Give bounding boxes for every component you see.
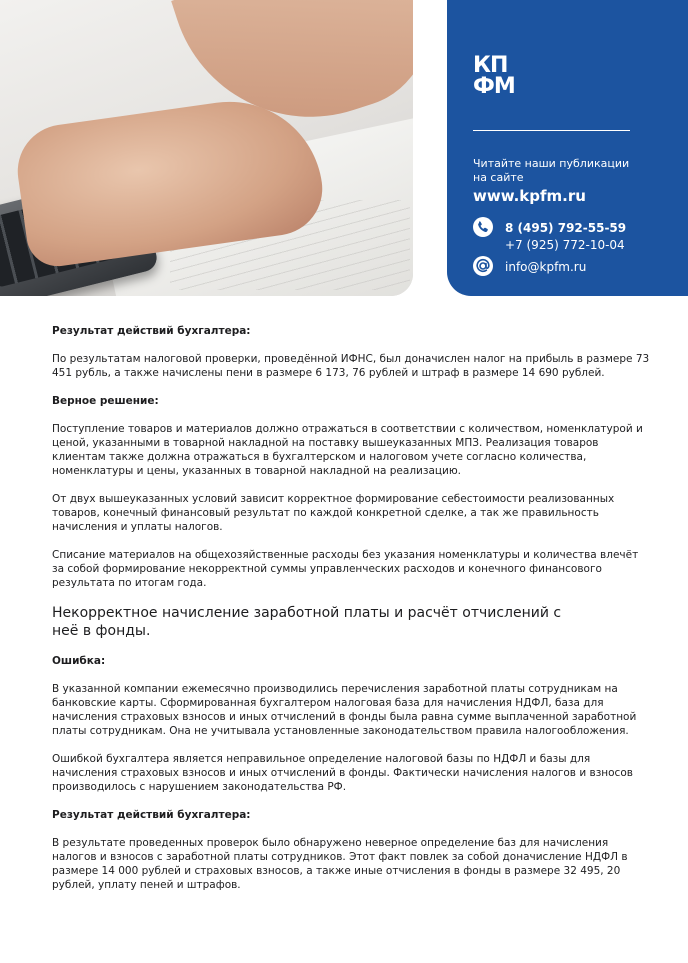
logo-line-1: КП <box>473 53 508 78</box>
article-body <box>52 324 652 906</box>
panel-divider <box>473 130 630 131</box>
phone-secondary[interactable]: +7 (925) 772-10-04 <box>505 238 625 252</box>
solution-paragraph-2: От двух вышеуказанных условий зависит корректное формирование себестоимости реализованных товаров, конечный финансовый результат по каждой конкретной сделке, а так же правильность начисления и уплаты налогов. <box>52 493 615 533</box>
kpfm-logo <box>473 55 515 97</box>
result-paragraph: По результатам налоговой проверки, проведённой ИФНС, был доначислен налог на прибыль в размере 73 451 рубль, а также начислены пени в размере 6 173, 76 рублей и штраф в размере 14 690 рублей. <box>52 353 650 379</box>
logo-line-2: ФМ <box>473 74 515 99</box>
correct-solution-heading: Верное решение: <box>52 395 159 407</box>
result-heading-2: Результат действий бухгалтера: <box>52 809 251 821</box>
error-paragraph-2: Ошибкой бухгалтера является неправильное определение налоговой базы по НДФЛ и базы для начисления страховых взносов и иных отчислений в фонды. Фактически начисления налогов и взносов производилось с нарушением законодательства РФ. <box>52 753 633 793</box>
error-paragraph-1: В указанной компании ежемесячно производились перечисления заработной платы сотрудникам на банковские карты. Сформированная бухгалтером налоговая база для начисления НДФЛ, база для начисления страховых взносов и иных отчислений в фонды была равна сумме выплаченной заработной платы сотрудникам. Она не учитывала установленные законодательством правила налогообложения. <box>52 683 637 737</box>
section-title: Некорректное начисление заработной платы и расчёт отчислений с неё в фонды. <box>52 605 562 639</box>
phone-icon <box>473 217 493 237</box>
phone-primary[interactable]: 8 (495) 792-55-59 <box>505 221 627 235</box>
solution-paragraph-3: Списание материалов на общехозяйственные расходы без указания номенклатуры и количества влечёт за собой формирование некорректной суммы управленческих расходов и конечного финансового результата по итогам года. <box>52 549 639 589</box>
error-heading: Ошибка: <box>52 655 106 667</box>
read-publications-text: Читайте наши публикации на сайте <box>473 157 630 184</box>
email-icon <box>473 256 493 276</box>
header-photo <box>0 0 413 296</box>
email-address[interactable]: info@kpfm.ru <box>505 260 587 274</box>
result-heading: Результат действий бухгалтера: <box>52 325 251 337</box>
website-link[interactable]: www.kpfm.ru <box>473 187 586 205</box>
result-paragraph-2: В результате проведенных проверок было обнаружено неверное определение баз для начисления налогов и взносов с заработной платы сотрудников. Этот факт повлек за собой доначисление НДФЛ в размере 14 000 рублей и страховых взносов, а также иные отчисления в фонды в размере 32 495, 20 рублей, уплату пеней и штрафов. <box>52 837 628 891</box>
solution-paragraph-1: Поступление товаров и материалов должно отражаться в соответствии с количеством, номенклатурой и ценой, указанными в товарной накладной на поставку вышеуказанных МПЗ. Реализация товаров клиентам также должна отражаться в бухгалтерском и налоговом учете согласно количества, номенклатуры и цены, указанных в товарной накладной на реализацию. <box>52 423 643 477</box>
contact-panel <box>447 0 688 296</box>
